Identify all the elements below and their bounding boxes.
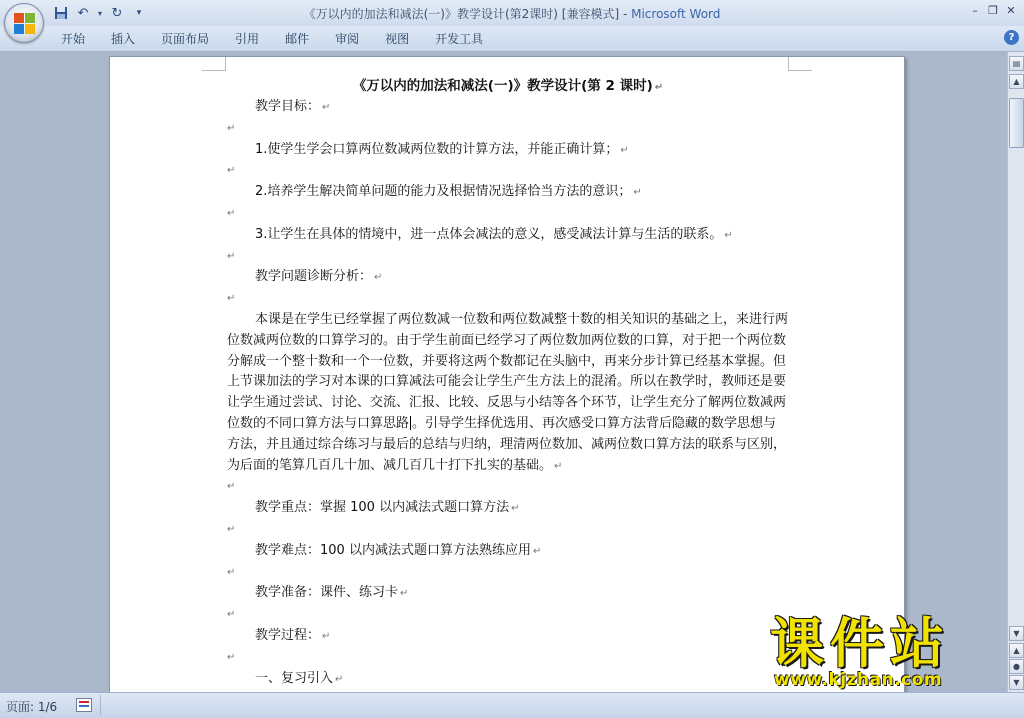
empty-paragraph: ↵ — [227, 566, 236, 578]
watermark-logo — [770, 612, 1010, 692]
ribbon-tab-bar — [0, 26, 1024, 52]
redo-icon[interactable]: ↻ — [111, 5, 123, 21]
scroll-thumb[interactable] — [1009, 98, 1024, 148]
paragraph-mark: ↵ — [511, 503, 520, 515]
status-divider — [100, 695, 101, 715]
office-button[interactable] — [4, 3, 44, 43]
window-controls — [966, 2, 1020, 20]
section-heading — [227, 97, 789, 119]
paragraph-mark: ↵ — [322, 630, 331, 642]
paragraph-text: 一、复习引入 — [255, 670, 334, 686]
document-page[interactable] — [109, 56, 905, 692]
paragraph-mark: ↵ — [554, 460, 563, 472]
paragraph-text: 。引导学生择优选用、再次感受口算方法背后隐藏的数学思想与方法，并且通过综合练习与最后的总结与归纳，理清两位数加、减两位数口算方法的联系与区别，为后面的笔算几百几十加、减几百几十打下扎实的基础。 — [227, 415, 787, 473]
tab-0[interactable]: 开始 — [61, 32, 86, 46]
section-heading — [227, 626, 789, 648]
empty-paragraph: ↵ — [227, 250, 236, 262]
body-paragraph — [227, 310, 789, 477]
paragraph-mark: ↵ — [335, 673, 344, 685]
tab-6[interactable]: 视图 — [385, 32, 410, 46]
tab-4[interactable]: 邮件 — [285, 32, 310, 46]
paragraph-text: 教学问题诊断分析： — [255, 269, 373, 285]
previous-page-button[interactable]: ▲ — [1009, 643, 1024, 658]
document-title — [227, 75, 789, 97]
empty-paragraph: ↵ — [227, 609, 236, 621]
undo-icon[interactable]: ↶ — [77, 5, 89, 21]
status-bar — [0, 692, 1024, 718]
section-heading — [227, 669, 789, 691]
minimize-button[interactable]: – — [972, 4, 978, 17]
ruler-toggle-icon[interactable]: ▤ — [1009, 56, 1024, 71]
tab-3[interactable]: 引用 — [235, 32, 260, 46]
section-heading — [227, 267, 789, 289]
next-page-button[interactable]: ▼ — [1009, 675, 1024, 690]
paragraph-mark: ↵ — [532, 545, 542, 557]
scroll-up-button[interactable]: ▲ — [1009, 74, 1024, 89]
vertical-scrollbar[interactable] — [1007, 52, 1024, 692]
ribbon-tabs — [48, 30, 496, 48]
paragraph-mark: ↵ — [724, 229, 733, 241]
margin-corner-mark — [788, 57, 812, 71]
paragraph-text: 教学目标： — [255, 99, 321, 114]
page-indicator[interactable]: 页面: 1/6 — [6, 700, 58, 714]
proofing-icon[interactable] — [76, 698, 92, 712]
browse-object-button[interactable]: ● — [1009, 659, 1024, 674]
document-body[interactable] — [227, 75, 789, 690]
empty-paragraph: ↵ — [227, 651, 236, 663]
margin-corner-mark — [202, 57, 226, 71]
help-icon[interactable]: ? — [1004, 30, 1019, 45]
title-bar — [0, 0, 1024, 26]
tab-5[interactable]: 审阅 — [335, 32, 360, 46]
document-title-text: 《万以内的加法和减法(一)》教学设计(第 2 课时) — [352, 78, 653, 94]
customize-quick-access-icon[interactable]: ▾ — [136, 8, 142, 18]
tab-2[interactable]: 页面布局 — [161, 32, 210, 46]
empty-paragraph: ↵ — [227, 293, 236, 305]
paragraph-text: 本课是在学生已经掌握了两位数减一位数和两位数减整十数的相关知识的基础之上，来进行两位数减两位数的口算学习的。由于学生前面已经学习了两位数加两位数的口算，对于把一个两位数分解成一个整十数和一个一位数，并要将这两个数都记在头脑中，再来分步计算已经基本掌握。但上节课加法的学习对本课的口算减法可能会让学生产生方法上的混淆。所以在教学时，教师还是要让学生通过尝试、讨论、交流、汇报、比较、反思与小结等各个环节，让学生充分了解两位数减两位数的不同口算方法与口算思路 — [227, 311, 789, 431]
section-heading — [227, 498, 789, 520]
paragraph-mark: ↵ — [654, 82, 664, 93]
office-logo-icon — [14, 13, 36, 35]
paragraph-text: 2.培养学生解决简单问题的能力及根据情况选择恰当方法的意识； — [255, 184, 632, 200]
undo-dropdown-icon[interactable]: ▾ — [97, 8, 102, 18]
paragraph-text: 教学准备：课件、练习卡 — [255, 585, 399, 601]
close-button[interactable]: ✕ — [1006, 4, 1016, 17]
paragraph-mark: ↵ — [633, 187, 642, 199]
empty-paragraph: ↵ — [227, 207, 236, 219]
list-item — [227, 140, 789, 162]
watermark-text: 课件站 — [770, 612, 950, 675]
empty-paragraph: ↵ — [227, 481, 236, 493]
paragraph-text: 1.使学生学会口算两位数减两位数的计算方法，并能正确计算； — [255, 141, 619, 157]
list-item — [227, 225, 789, 247]
paragraph-text: 教学难点：100 以内减法式题口算方法熟练应用 — [255, 542, 531, 558]
paragraph-text: 3.让学生在具体的情境中，进一点体会减法的意义，感受减法计算与生活的联系。 — [255, 226, 723, 242]
section-heading — [227, 583, 789, 605]
watermark-url: www.kjzhan.com — [774, 670, 943, 690]
scroll-down-button[interactable]: ▼ — [1009, 626, 1024, 641]
paragraph-mark: ↵ — [400, 588, 409, 600]
section-heading — [227, 541, 789, 563]
document-lines — [227, 97, 789, 690]
text-cursor — [410, 416, 411, 430]
paragraph-text: 教学重点：掌握 100 以内减法式题口算方法 — [255, 500, 510, 516]
empty-paragraph: ↵ — [227, 523, 236, 535]
empty-paragraph: ↵ — [227, 122, 236, 134]
document-name: 《万以内的加法和减法(一)》教学设计(第2课时) [兼容模式] - — [303, 7, 632, 21]
tab-1[interactable]: 插入 — [111, 32, 136, 46]
app-name: Microsoft Word — [631, 7, 721, 21]
paragraph-mark: ↵ — [322, 102, 331, 113]
document-area — [0, 52, 1007, 692]
empty-paragraph: ↵ — [227, 165, 236, 177]
window-title — [0, 5, 1024, 22]
paragraph-mark: ↵ — [620, 144, 629, 156]
tab-7[interactable]: 开发工具 — [435, 32, 484, 46]
paragraph-mark: ↵ — [374, 272, 383, 284]
paragraph-text: 教学过程： — [255, 627, 321, 643]
list-item — [227, 182, 789, 204]
restore-button[interactable]: ❐ — [988, 4, 998, 17]
